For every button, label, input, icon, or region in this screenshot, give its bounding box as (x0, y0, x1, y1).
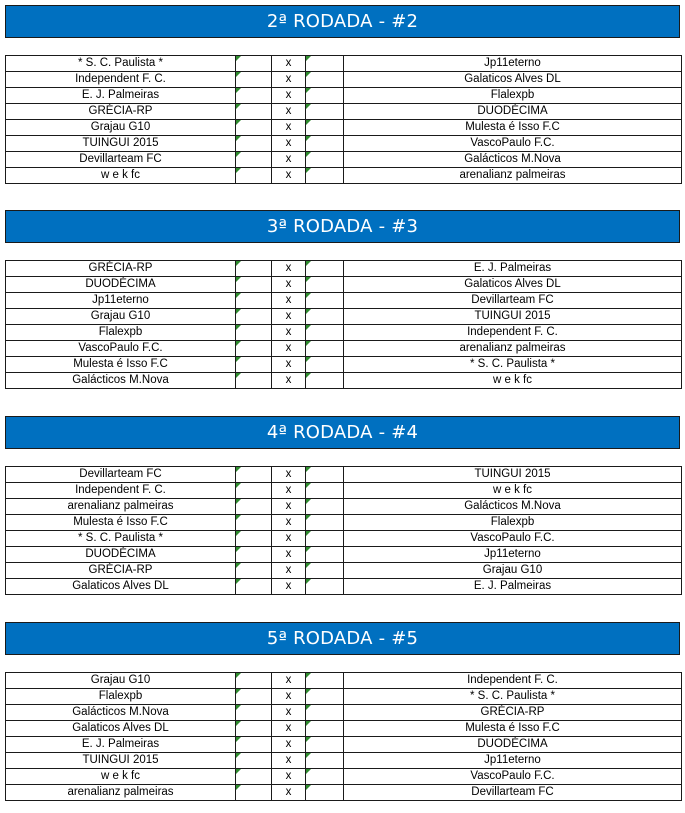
versus-cell: x (272, 705, 306, 721)
away-team-cell[interactable]: arenalianz palmeiras (344, 341, 682, 357)
home-team-cell[interactable]: VascoPaulo F.C. (6, 341, 236, 357)
match-row (6, 515, 682, 531)
home-team-cell[interactable]: TUINGUI 2015 (6, 136, 236, 152)
versus-cell: x (272, 531, 306, 547)
versus-cell: x (272, 689, 306, 705)
match-row (6, 120, 682, 136)
away-score-cell[interactable] (306, 563, 344, 579)
home-score-cell[interactable] (236, 769, 272, 785)
away-team-cell[interactable]: Jp11eterno (344, 56, 682, 72)
home-score-cell[interactable] (236, 547, 272, 563)
versus-cell: x (272, 309, 306, 325)
away-score-cell[interactable] (306, 721, 344, 737)
away-team-cell[interactable]: arenalianz palmeiras (344, 168, 682, 184)
home-team-cell[interactable]: Independent F. C. (6, 72, 236, 88)
away-score-cell[interactable] (306, 88, 344, 104)
round-title-banner: 5ª RODADA - #5 (5, 622, 680, 655)
match-row (6, 467, 682, 483)
versus-cell: x (272, 737, 306, 753)
away-team-cell[interactable]: * S. C. Paulista * (344, 357, 682, 373)
home-team-cell[interactable]: E. J. Palmeiras (6, 88, 236, 104)
away-score-cell[interactable] (306, 56, 344, 72)
away-team-cell[interactable]: Galaticos Alves DL (344, 72, 682, 88)
away-team-cell[interactable]: TUINGUI 2015 (344, 467, 682, 483)
home-score-cell[interactable] (236, 72, 272, 88)
away-score-cell[interactable] (306, 673, 344, 689)
away-team-cell[interactable]: E. J. Palmeiras (344, 261, 682, 277)
away-score-cell[interactable] (306, 753, 344, 769)
away-score-cell[interactable] (306, 136, 344, 152)
versus-cell: x (272, 467, 306, 483)
home-team-cell[interactable]: * S. C. Paulista * (6, 531, 236, 547)
away-score-cell[interactable] (306, 515, 344, 531)
away-score-cell[interactable] (306, 120, 344, 136)
match-row (6, 483, 682, 499)
match-row (6, 769, 682, 785)
round-title-banner: 3ª RODADA - #3 (5, 210, 680, 243)
away-team-cell[interactable]: w e k fc (344, 483, 682, 499)
away-team-cell[interactable]: Mulesta é Isso F.C (344, 120, 682, 136)
versus-cell: x (272, 136, 306, 152)
away-team-cell[interactable]: VascoPaulo F.C. (344, 531, 682, 547)
home-score-cell[interactable] (236, 531, 272, 547)
away-team-cell[interactable]: w e k fc (344, 373, 682, 389)
home-score-cell[interactable] (236, 737, 272, 753)
home-team-cell[interactable]: Devillarteam FC (6, 152, 236, 168)
home-score-cell[interactable] (236, 467, 272, 483)
away-team-cell[interactable]: GRÉCIA-RP (344, 705, 682, 721)
home-team-cell[interactable]: arenalianz palmeiras (6, 499, 236, 515)
round-title-banner: 2ª RODADA - #2 (5, 5, 680, 38)
away-score-cell[interactable] (306, 373, 344, 389)
home-team-cell[interactable]: Grajau G10 (6, 673, 236, 689)
match-row (6, 547, 682, 563)
away-team-cell[interactable]: Independent F. C. (344, 673, 682, 689)
match-row (6, 325, 682, 341)
away-team-cell[interactable]: VascoPaulo F.C. (344, 136, 682, 152)
away-score-cell[interactable] (306, 309, 344, 325)
home-score-cell[interactable] (236, 168, 272, 184)
away-team-cell[interactable]: Mulesta é Isso F.C (344, 721, 682, 737)
match-row (6, 563, 682, 579)
versus-cell: x (272, 277, 306, 293)
home-score-cell[interactable] (236, 341, 272, 357)
home-team-cell[interactable]: E. J. Palmeiras (6, 737, 236, 753)
home-score-cell[interactable] (236, 152, 272, 168)
away-score-cell[interactable] (306, 357, 344, 373)
home-team-cell[interactable]: DUODÉCIMA (6, 277, 236, 293)
away-team-cell[interactable]: Grajau G10 (344, 563, 682, 579)
home-team-cell[interactable]: Flalexpb (6, 689, 236, 705)
away-team-cell[interactable]: Jp11eterno (344, 547, 682, 563)
away-team-cell[interactable]: DUODÉCIMA (344, 737, 682, 753)
away-score-cell[interactable] (306, 104, 344, 120)
match-row (6, 705, 682, 721)
match-row (6, 341, 682, 357)
away-team-cell[interactable]: Devillarteam FC (344, 785, 682, 801)
away-team-cell[interactable]: DUODÉCIMA (344, 104, 682, 120)
away-score-cell[interactable] (306, 737, 344, 753)
home-team-cell[interactable]: Flalexpb (6, 325, 236, 341)
away-team-cell[interactable]: Flalexpb (344, 515, 682, 531)
home-score-cell[interactable] (236, 277, 272, 293)
match-row (6, 531, 682, 547)
home-score-cell[interactable] (236, 325, 272, 341)
versus-cell: x (272, 785, 306, 801)
home-score-cell[interactable] (236, 261, 272, 277)
match-row (6, 579, 682, 595)
match-table (5, 466, 682, 595)
away-score-cell[interactable] (306, 341, 344, 357)
home-score-cell[interactable] (236, 705, 272, 721)
home-team-cell[interactable]: Mulesta é Isso F.C (6, 357, 236, 373)
home-score-cell[interactable] (236, 293, 272, 309)
away-team-cell[interactable]: Galácticos M.Nova (344, 152, 682, 168)
home-score-cell[interactable] (236, 515, 272, 531)
versus-cell: x (272, 673, 306, 689)
versus-cell: x (272, 499, 306, 515)
versus-cell: x (272, 104, 306, 120)
home-team-cell[interactable]: GRÉCIA-RP (6, 563, 236, 579)
away-team-cell[interactable]: E. J. Palmeiras (344, 579, 682, 595)
match-row (6, 689, 682, 705)
match-row (6, 673, 682, 689)
home-team-cell[interactable]: GRÉCIA-RP (6, 261, 236, 277)
home-team-cell[interactable]: w e k fc (6, 769, 236, 785)
versus-cell: x (272, 547, 306, 563)
match-row (6, 136, 682, 152)
home-team-cell[interactable]: w e k fc (6, 168, 236, 184)
home-score-cell[interactable] (236, 499, 272, 515)
away-score-cell[interactable] (306, 261, 344, 277)
versus-cell: x (272, 325, 306, 341)
round-title-banner: 4ª RODADA - #4 (5, 416, 680, 449)
away-team-cell[interactable]: Galácticos M.Nova (344, 499, 682, 515)
match-row (6, 737, 682, 753)
match-row (6, 753, 682, 769)
match-row (6, 499, 682, 515)
match-row (6, 104, 682, 120)
away-score-cell[interactable] (306, 499, 344, 515)
home-team-cell[interactable]: Independent F. C. (6, 483, 236, 499)
home-score-cell[interactable] (236, 689, 272, 705)
versus-cell: x (272, 769, 306, 785)
versus-cell: x (272, 753, 306, 769)
home-score-cell[interactable] (236, 136, 272, 152)
versus-cell: x (272, 579, 306, 595)
away-score-cell[interactable] (306, 483, 344, 499)
home-score-cell[interactable] (236, 104, 272, 120)
home-team-cell[interactable]: Grajau G10 (6, 120, 236, 136)
versus-cell: x (272, 515, 306, 531)
match-table (5, 260, 682, 389)
away-score-cell[interactable] (306, 152, 344, 168)
versus-cell: x (272, 120, 306, 136)
match-row (6, 168, 682, 184)
versus-cell: x (272, 293, 306, 309)
away-team-cell[interactable]: Independent F. C. (344, 325, 682, 341)
home-team-cell[interactable]: TUINGUI 2015 (6, 753, 236, 769)
home-score-cell[interactable] (236, 56, 272, 72)
home-score-cell[interactable] (236, 753, 272, 769)
home-team-cell[interactable]: Mulesta é Isso F.C (6, 515, 236, 531)
match-row (6, 293, 682, 309)
home-score-cell[interactable] (236, 721, 272, 737)
home-team-cell[interactable]: Jp11eterno (6, 293, 236, 309)
match-row (6, 261, 682, 277)
match-row (6, 72, 682, 88)
match-row (6, 152, 682, 168)
versus-cell: x (272, 483, 306, 499)
home-score-cell[interactable] (236, 563, 272, 579)
away-score-cell[interactable] (306, 579, 344, 595)
away-score-cell[interactable] (306, 277, 344, 293)
match-row (6, 357, 682, 373)
home-score-cell[interactable] (236, 88, 272, 104)
match-table (5, 55, 682, 184)
away-score-cell[interactable] (306, 72, 344, 88)
match-row (6, 277, 682, 293)
home-score-cell[interactable] (236, 120, 272, 136)
home-score-cell[interactable] (236, 309, 272, 325)
away-score-cell[interactable] (306, 168, 344, 184)
versus-cell: x (272, 152, 306, 168)
away-score-cell[interactable] (306, 547, 344, 563)
home-team-cell[interactable]: Galaticos Alves DL (6, 721, 236, 737)
home-team-cell[interactable]: Galaticos Alves DL (6, 579, 236, 595)
versus-cell: x (272, 261, 306, 277)
versus-cell: x (272, 88, 306, 104)
away-team-cell[interactable]: Jp11eterno (344, 753, 682, 769)
away-team-cell[interactable]: VascoPaulo F.C. (344, 769, 682, 785)
home-team-cell[interactable]: Galácticos M.Nova (6, 705, 236, 721)
versus-cell: x (272, 563, 306, 579)
away-score-cell[interactable] (306, 705, 344, 721)
home-score-cell[interactable] (236, 579, 272, 595)
versus-cell: x (272, 721, 306, 737)
home-team-cell[interactable]: Grajau G10 (6, 309, 236, 325)
home-team-cell[interactable]: * S. C. Paulista * (6, 56, 236, 72)
versus-cell: x (272, 72, 306, 88)
home-score-cell[interactable] (236, 373, 272, 389)
away-score-cell[interactable] (306, 531, 344, 547)
away-team-cell[interactable]: Devillarteam FC (344, 293, 682, 309)
home-score-cell[interactable] (236, 483, 272, 499)
match-row (6, 721, 682, 737)
away-score-cell[interactable] (306, 467, 344, 483)
away-score-cell[interactable] (306, 689, 344, 705)
away-score-cell[interactable] (306, 785, 344, 801)
home-team-cell[interactable]: DUODÉCIMA (6, 547, 236, 563)
versus-cell: x (272, 341, 306, 357)
away-team-cell[interactable]: * S. C. Paulista * (344, 689, 682, 705)
home-team-cell[interactable]: Devillarteam FC (6, 467, 236, 483)
match-row (6, 56, 682, 72)
away-score-cell[interactable] (306, 325, 344, 341)
away-team-cell[interactable]: Flalexpb (344, 88, 682, 104)
match-row (6, 88, 682, 104)
match-row (6, 309, 682, 325)
away-score-cell[interactable] (306, 769, 344, 785)
home-team-cell[interactable]: arenalianz palmeiras (6, 785, 236, 801)
away-score-cell[interactable] (306, 293, 344, 309)
home-score-cell[interactable] (236, 785, 272, 801)
match-table (5, 672, 682, 801)
versus-cell: x (272, 373, 306, 389)
home-team-cell[interactable]: GRÉCIA-RP (6, 104, 236, 120)
home-team-cell[interactable]: Galácticos M.Nova (6, 373, 236, 389)
away-team-cell[interactable]: Galaticos Alves DL (344, 277, 682, 293)
match-row (6, 785, 682, 801)
home-score-cell[interactable] (236, 357, 272, 373)
match-row (6, 373, 682, 389)
versus-cell: x (272, 168, 306, 184)
versus-cell: x (272, 357, 306, 373)
away-team-cell[interactable]: TUINGUI 2015 (344, 309, 682, 325)
home-score-cell[interactable] (236, 673, 272, 689)
versus-cell: x (272, 56, 306, 72)
